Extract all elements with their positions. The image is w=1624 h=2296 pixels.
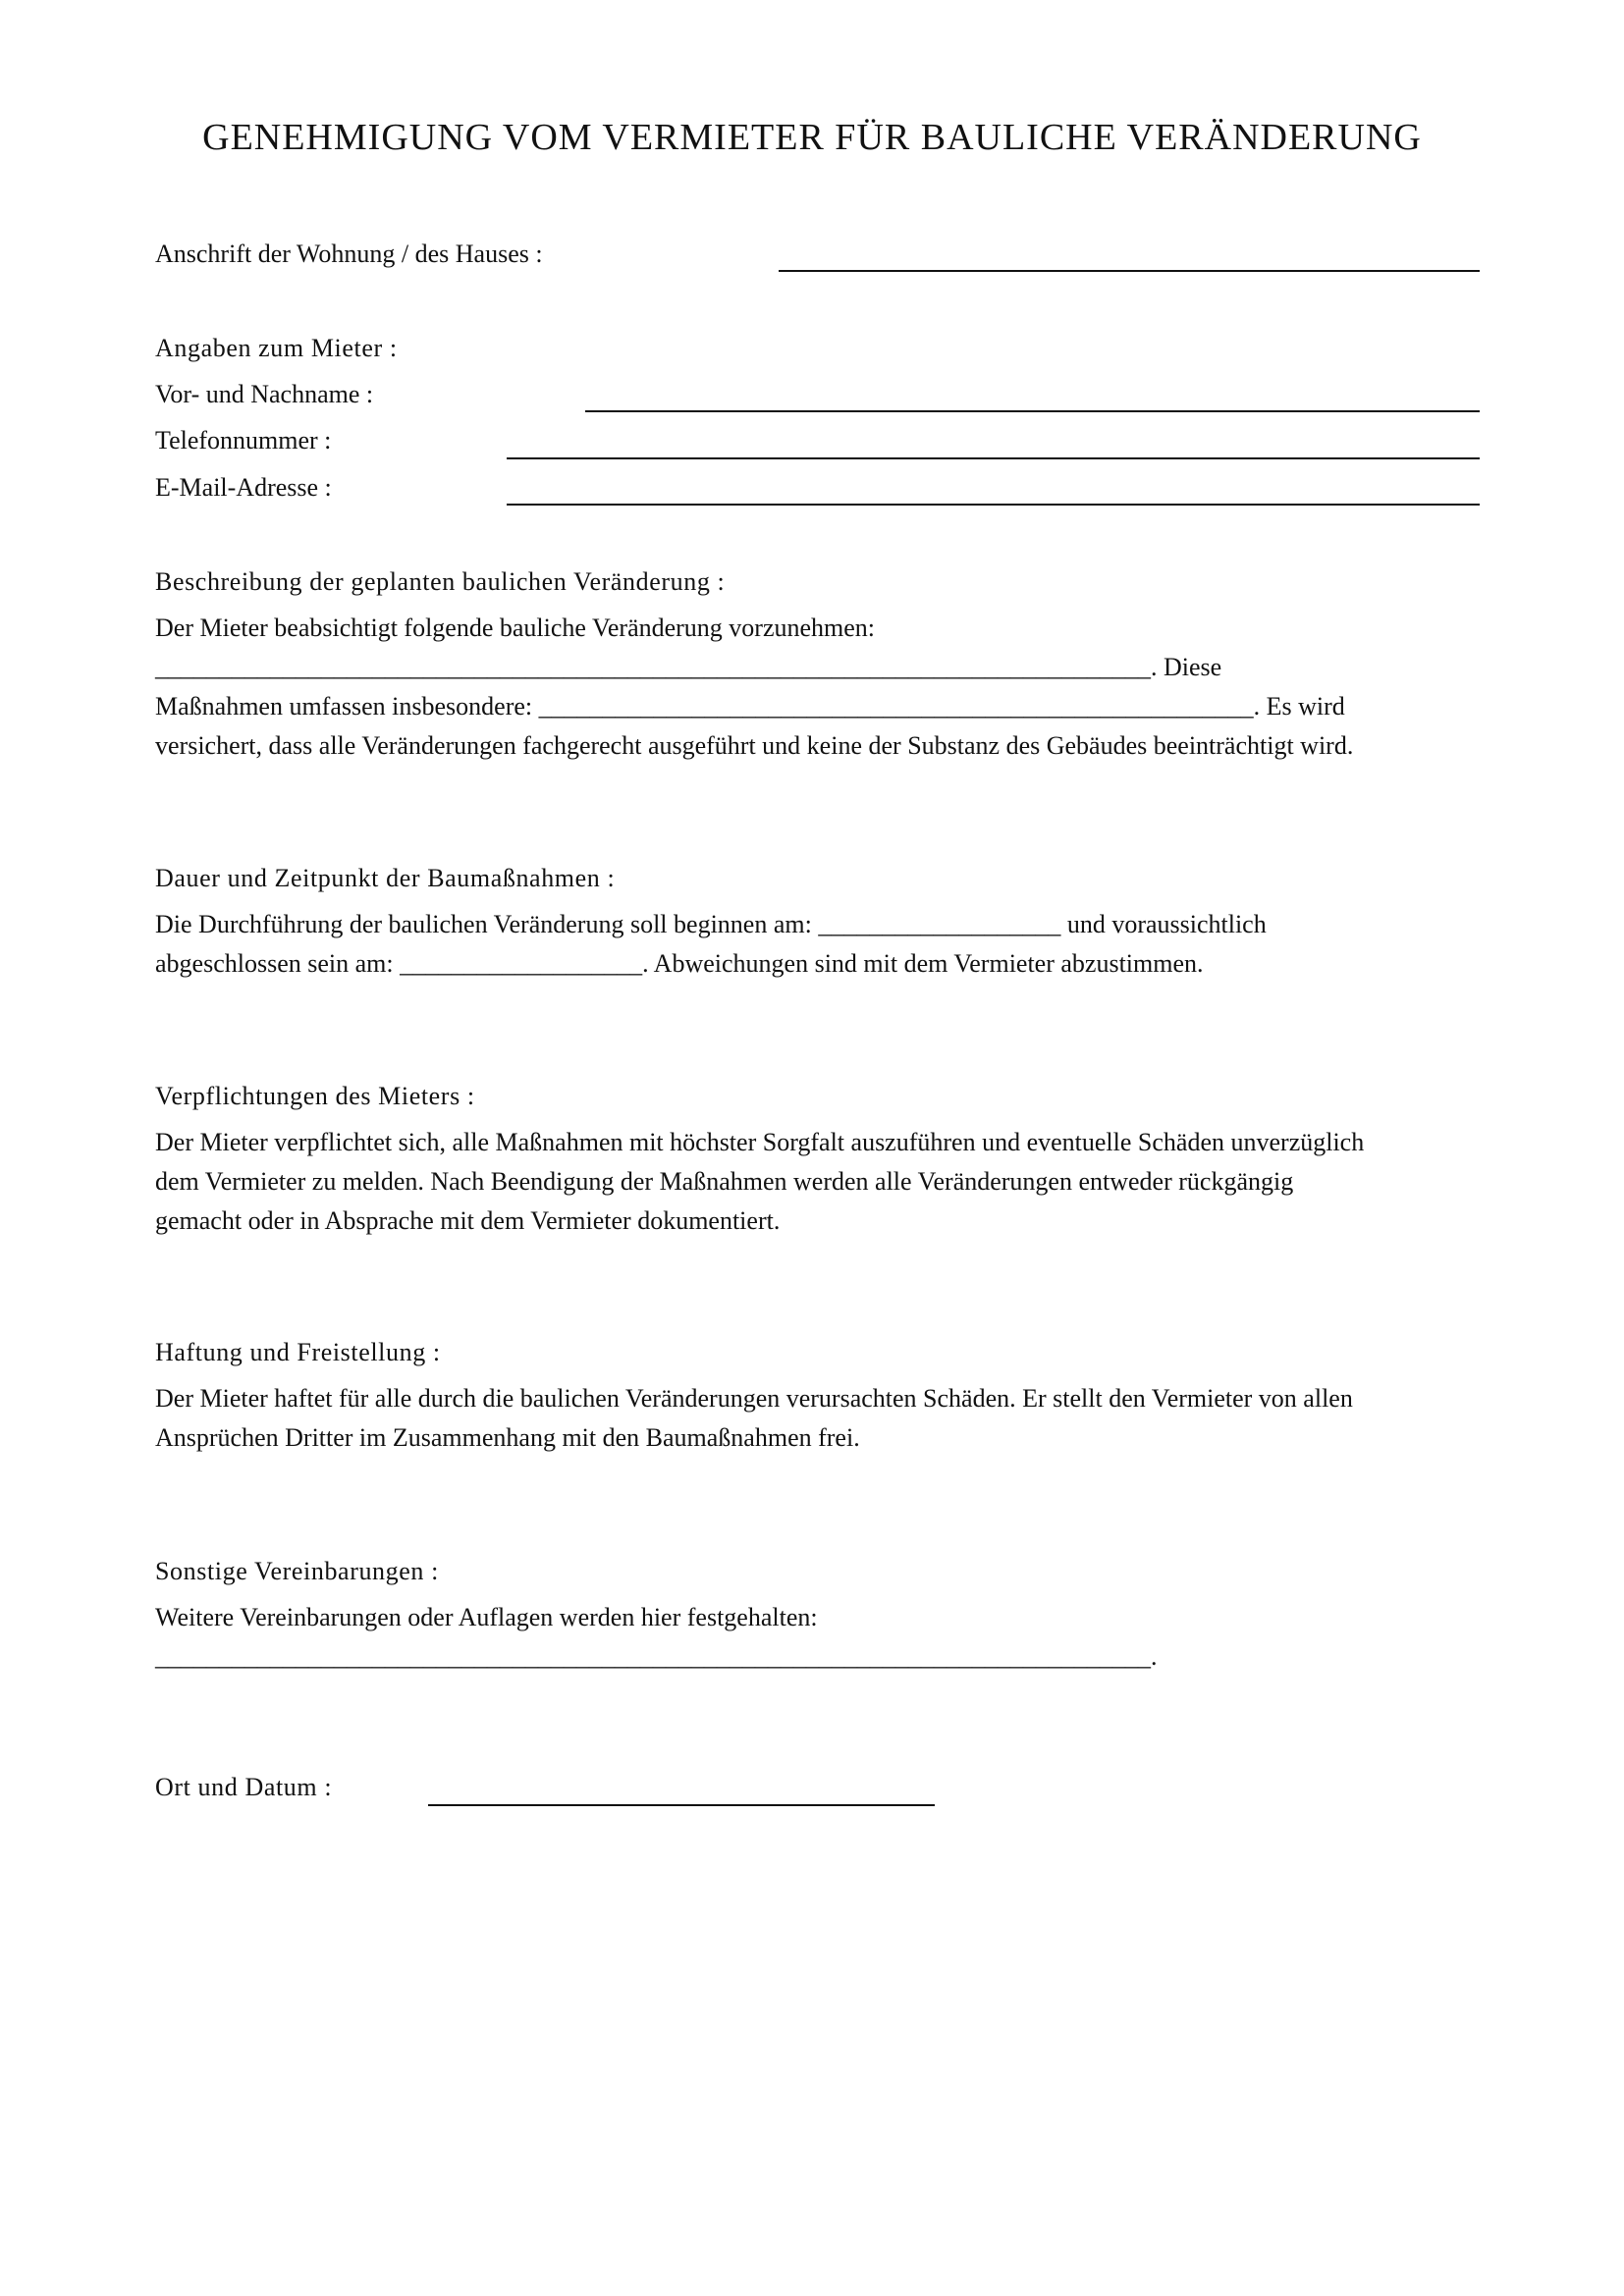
liability-line: Ansprüchen Dritter im Zusammenhang mit den Baumaßnahmen frei. bbox=[155, 1423, 860, 1452]
phone-label: Telefonnummer : bbox=[155, 426, 332, 454]
address-label: Anschrift der Wohnung / des Hauses : bbox=[155, 240, 543, 268]
description-line: Maßnahmen umfassen insbesondere: ________________________________________________________. Es wird bbox=[155, 692, 1345, 721]
obligations-line: dem Vermieter zu melden. Nach Beendigung der Maßnahmen werden alle Veränderungen entweder rückgängig bbox=[155, 1167, 1294, 1196]
obligations-paragraph bbox=[155, 1123, 1471, 1241]
description-paragraph bbox=[155, 609, 1471, 766]
place-date-label: Ort und Datum : bbox=[155, 1773, 333, 1801]
phone-field[interactable] bbox=[507, 457, 1480, 459]
description-line: Der Mieter beabsichtigt folgende bauliche Veränderung vorzunehmen: bbox=[155, 614, 876, 642]
other-heading: Sonstige Vereinbarungen : bbox=[155, 1557, 439, 1585]
other-line: Weitere Vereinbarungen oder Auflagen werden hier festgehalten: bbox=[155, 1603, 818, 1631]
address-field[interactable] bbox=[779, 270, 1480, 272]
email-field[interactable] bbox=[507, 504, 1480, 506]
duration-line: Die Durchführung der baulichen Veränderung soll beginnen am: ___________________ und voraussichtlich bbox=[155, 910, 1267, 938]
description-heading: Beschreibung der geplanten baulichen Veränderung : bbox=[155, 567, 726, 596]
name-field[interactable] bbox=[585, 410, 1480, 412]
obligations-line: gemacht oder in Absprache mit dem Vermieter dokumentiert. bbox=[155, 1206, 781, 1235]
other-paragraph bbox=[155, 1598, 1471, 1677]
obligations-line: Der Mieter verpflichtet sich, alle Maßnahmen mit höchster Sorgfalt auszuführen und eventuelle Schäden unverzüglich bbox=[155, 1128, 1365, 1156]
duration-heading: Dauer und Zeitpunkt der Baumaßnahmen : bbox=[155, 864, 616, 892]
duration-paragraph bbox=[155, 905, 1471, 984]
name-label: Vor- und Nachname : bbox=[155, 380, 374, 408]
liability-heading: Haftung und Freistellung : bbox=[155, 1338, 441, 1366]
email-label: E-Mail-Adresse : bbox=[155, 473, 332, 502]
document-title: GENEHMIGUNG VOM VERMIETER FÜR BAULICHE VERÄNDERUNG bbox=[202, 117, 1422, 158]
tenant-heading: Angaben zum Mieter : bbox=[155, 334, 398, 362]
obligations-heading: Verpflichtungen des Mieters : bbox=[155, 1082, 475, 1110]
place-date-field[interactable] bbox=[428, 1804, 935, 1806]
liability-line: Der Mieter haftet für alle durch die baulichen Veränderungen verursachten Schäden. Er stellt den Vermieter von allen bbox=[155, 1384, 1353, 1413]
description-line: ______________________________________________________________________________. Diese bbox=[155, 653, 1222, 681]
duration-line: abgeschlossen sein am: ___________________. Abweichungen sind mit dem Vermieter abzustimmen. bbox=[155, 949, 1204, 978]
description-line: versichert, dass alle Veränderungen fachgerecht ausgeführt und keine der Substanz des Gebäudes beeinträchtigt wird. bbox=[155, 731, 1354, 760]
other-line: ______________________________________________________________________________. bbox=[155, 1642, 1158, 1671]
liability-paragraph bbox=[155, 1379, 1471, 1458]
